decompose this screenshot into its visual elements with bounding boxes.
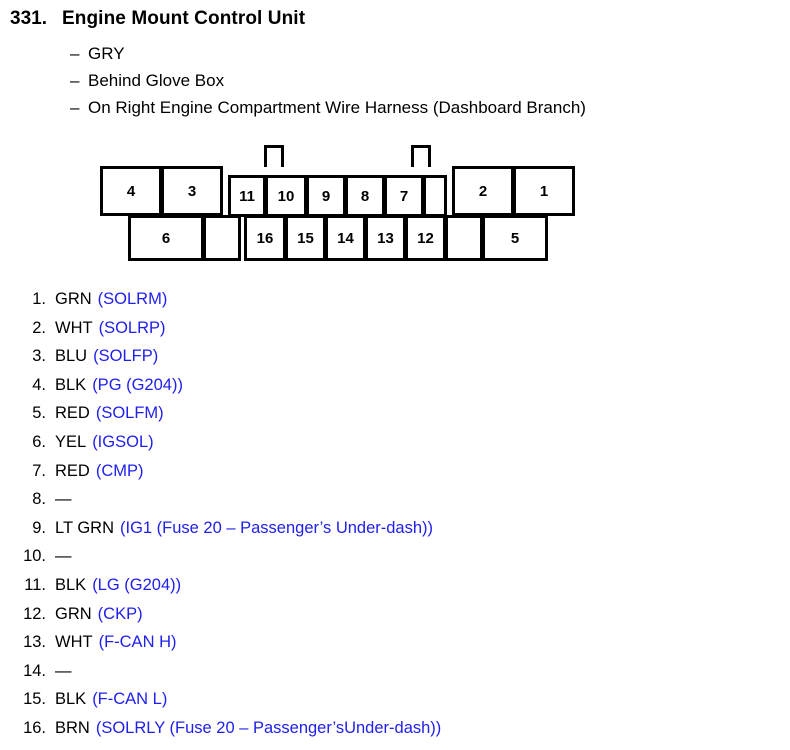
connector-blank-top (423, 175, 447, 217)
pin-number: 5. (32, 404, 46, 423)
list-item-label: On Right Engine Compartment Wire Harness (Dashboard Branch) (88, 98, 586, 117)
pin-signal-name: (F-CAN H) (98, 633, 177, 652)
bullet-dash-icon: – (70, 44, 80, 63)
pin-wire-color: BLK (55, 375, 87, 394)
list-item (16, 371, 776, 400)
bullet-dash-icon: – (70, 98, 80, 117)
pin-wire-color: BRN (55, 718, 90, 737)
list-item (16, 571, 776, 600)
connector-pin-10: 10 (265, 175, 307, 217)
pin-wire-color: — (55, 490, 72, 509)
connector-pin-3: 3 (161, 166, 223, 216)
pin-wire-color: WHT (55, 318, 93, 337)
connector-tab-right (411, 145, 431, 167)
connector-pin-1: 1 (513, 166, 575, 216)
list-item (16, 657, 776, 686)
pin-number: 10. (23, 547, 46, 566)
pin-number: 1. (32, 290, 46, 308)
pin-number: 12. (23, 604, 46, 623)
pin-signal-name: (IG1 (Fuse 20 – Passenger’s Under-dash)) (119, 518, 434, 537)
connector-pin-5: 5 (482, 215, 548, 261)
pin-signal-name: (CMP) (95, 461, 144, 480)
pin-signal-name: (SOLRP) (98, 318, 166, 337)
pin-wire-color: BLK (55, 690, 87, 709)
list-item (16, 457, 776, 486)
pin-number: 9. (32, 518, 46, 537)
pin-signal-name: (SOLRM) (97, 290, 168, 308)
pin-signal-name: (LG (G204)) (92, 575, 182, 594)
pin-signal-name: (IGSOL) (92, 432, 154, 451)
bullet-dash-icon: – (70, 71, 80, 90)
list-item (16, 542, 776, 571)
list-item (70, 94, 586, 121)
connector-pin-12: 12 (405, 215, 446, 261)
list-item-label: GRY (88, 44, 125, 63)
pin-number: 14. (23, 661, 46, 680)
list-item (70, 67, 586, 94)
pin-wire-color: RED (55, 461, 90, 480)
connector-blank-bottom-left (203, 215, 241, 261)
list-item (16, 628, 776, 657)
pin-wire-color: GRN (55, 604, 92, 623)
description-list (70, 40, 586, 121)
list-item (16, 428, 776, 457)
connector-pin-8: 8 (345, 175, 385, 217)
pin-wire-color: WHT (55, 633, 93, 652)
pin-wire-color: YEL (55, 432, 87, 451)
connector-pin-14: 14 (325, 215, 366, 261)
list-item (16, 399, 776, 428)
pin-wire-color: LT GRN (55, 518, 114, 537)
pin-number: 4. (32, 375, 46, 394)
pin-signal-name: (F-CAN L) (92, 690, 168, 709)
connector-pin-7: 7 (384, 175, 424, 217)
list-item (16, 685, 776, 714)
connector-tab-left (264, 145, 284, 167)
list-item (16, 714, 776, 743)
pin-signal-name: (PG (G204)) (92, 375, 183, 394)
page-title (10, 8, 305, 30)
pin-assignment-list (16, 285, 776, 743)
list-item (16, 600, 776, 629)
pin-signal-name: (SOLFP) (93, 347, 159, 366)
connector-pin-15: 15 (285, 215, 326, 261)
pin-wire-color: — (55, 661, 72, 680)
pin-wire-color: — (55, 547, 72, 566)
pin-number: 6. (32, 432, 46, 451)
pin-number: 11. (24, 575, 46, 594)
pin-number: 16. (23, 718, 46, 737)
connector-pin-4: 4 (100, 166, 162, 216)
pin-wire-color: BLK (55, 575, 87, 594)
pin-wire-color: GRN (55, 290, 92, 308)
pin-wire-color: RED (55, 404, 90, 423)
pin-wire-color: BLU (55, 347, 88, 366)
connector-pin-16: 16 (244, 215, 286, 261)
connector-pin-2: 2 (452, 166, 514, 216)
pin-signal-name: (SOLFM) (95, 404, 164, 423)
pin-number: 7. (32, 461, 46, 480)
list-item (16, 285, 776, 314)
pin-signal-name: (CKP) (97, 604, 143, 623)
list-item (16, 514, 776, 543)
list-item (70, 40, 586, 67)
connector-blank-bottom-right (445, 215, 483, 261)
section-number: 331. (10, 8, 47, 29)
pin-signal-name: (SOLRLY (Fuse 20 – Passenger’sUnder-dash)) (95, 718, 442, 737)
pin-number: 15. (23, 690, 46, 709)
section-title: Engine Mount Control Unit (62, 8, 306, 29)
connector-pin-13: 13 (365, 215, 406, 261)
list-item (16, 342, 776, 371)
pin-number: 3. (32, 347, 46, 366)
list-item-label: Behind Glove Box (88, 71, 225, 90)
connector-pin-11: 11 (228, 175, 266, 217)
pin-number: 2. (32, 318, 46, 337)
connector-pin-6: 6 (128, 215, 204, 261)
connector-diagram (100, 145, 590, 265)
connector-pin-9: 9 (306, 175, 346, 217)
pin-number: 13. (23, 633, 46, 652)
pin-number: 8. (32, 490, 46, 509)
list-item (16, 485, 776, 514)
list-item (16, 314, 776, 343)
